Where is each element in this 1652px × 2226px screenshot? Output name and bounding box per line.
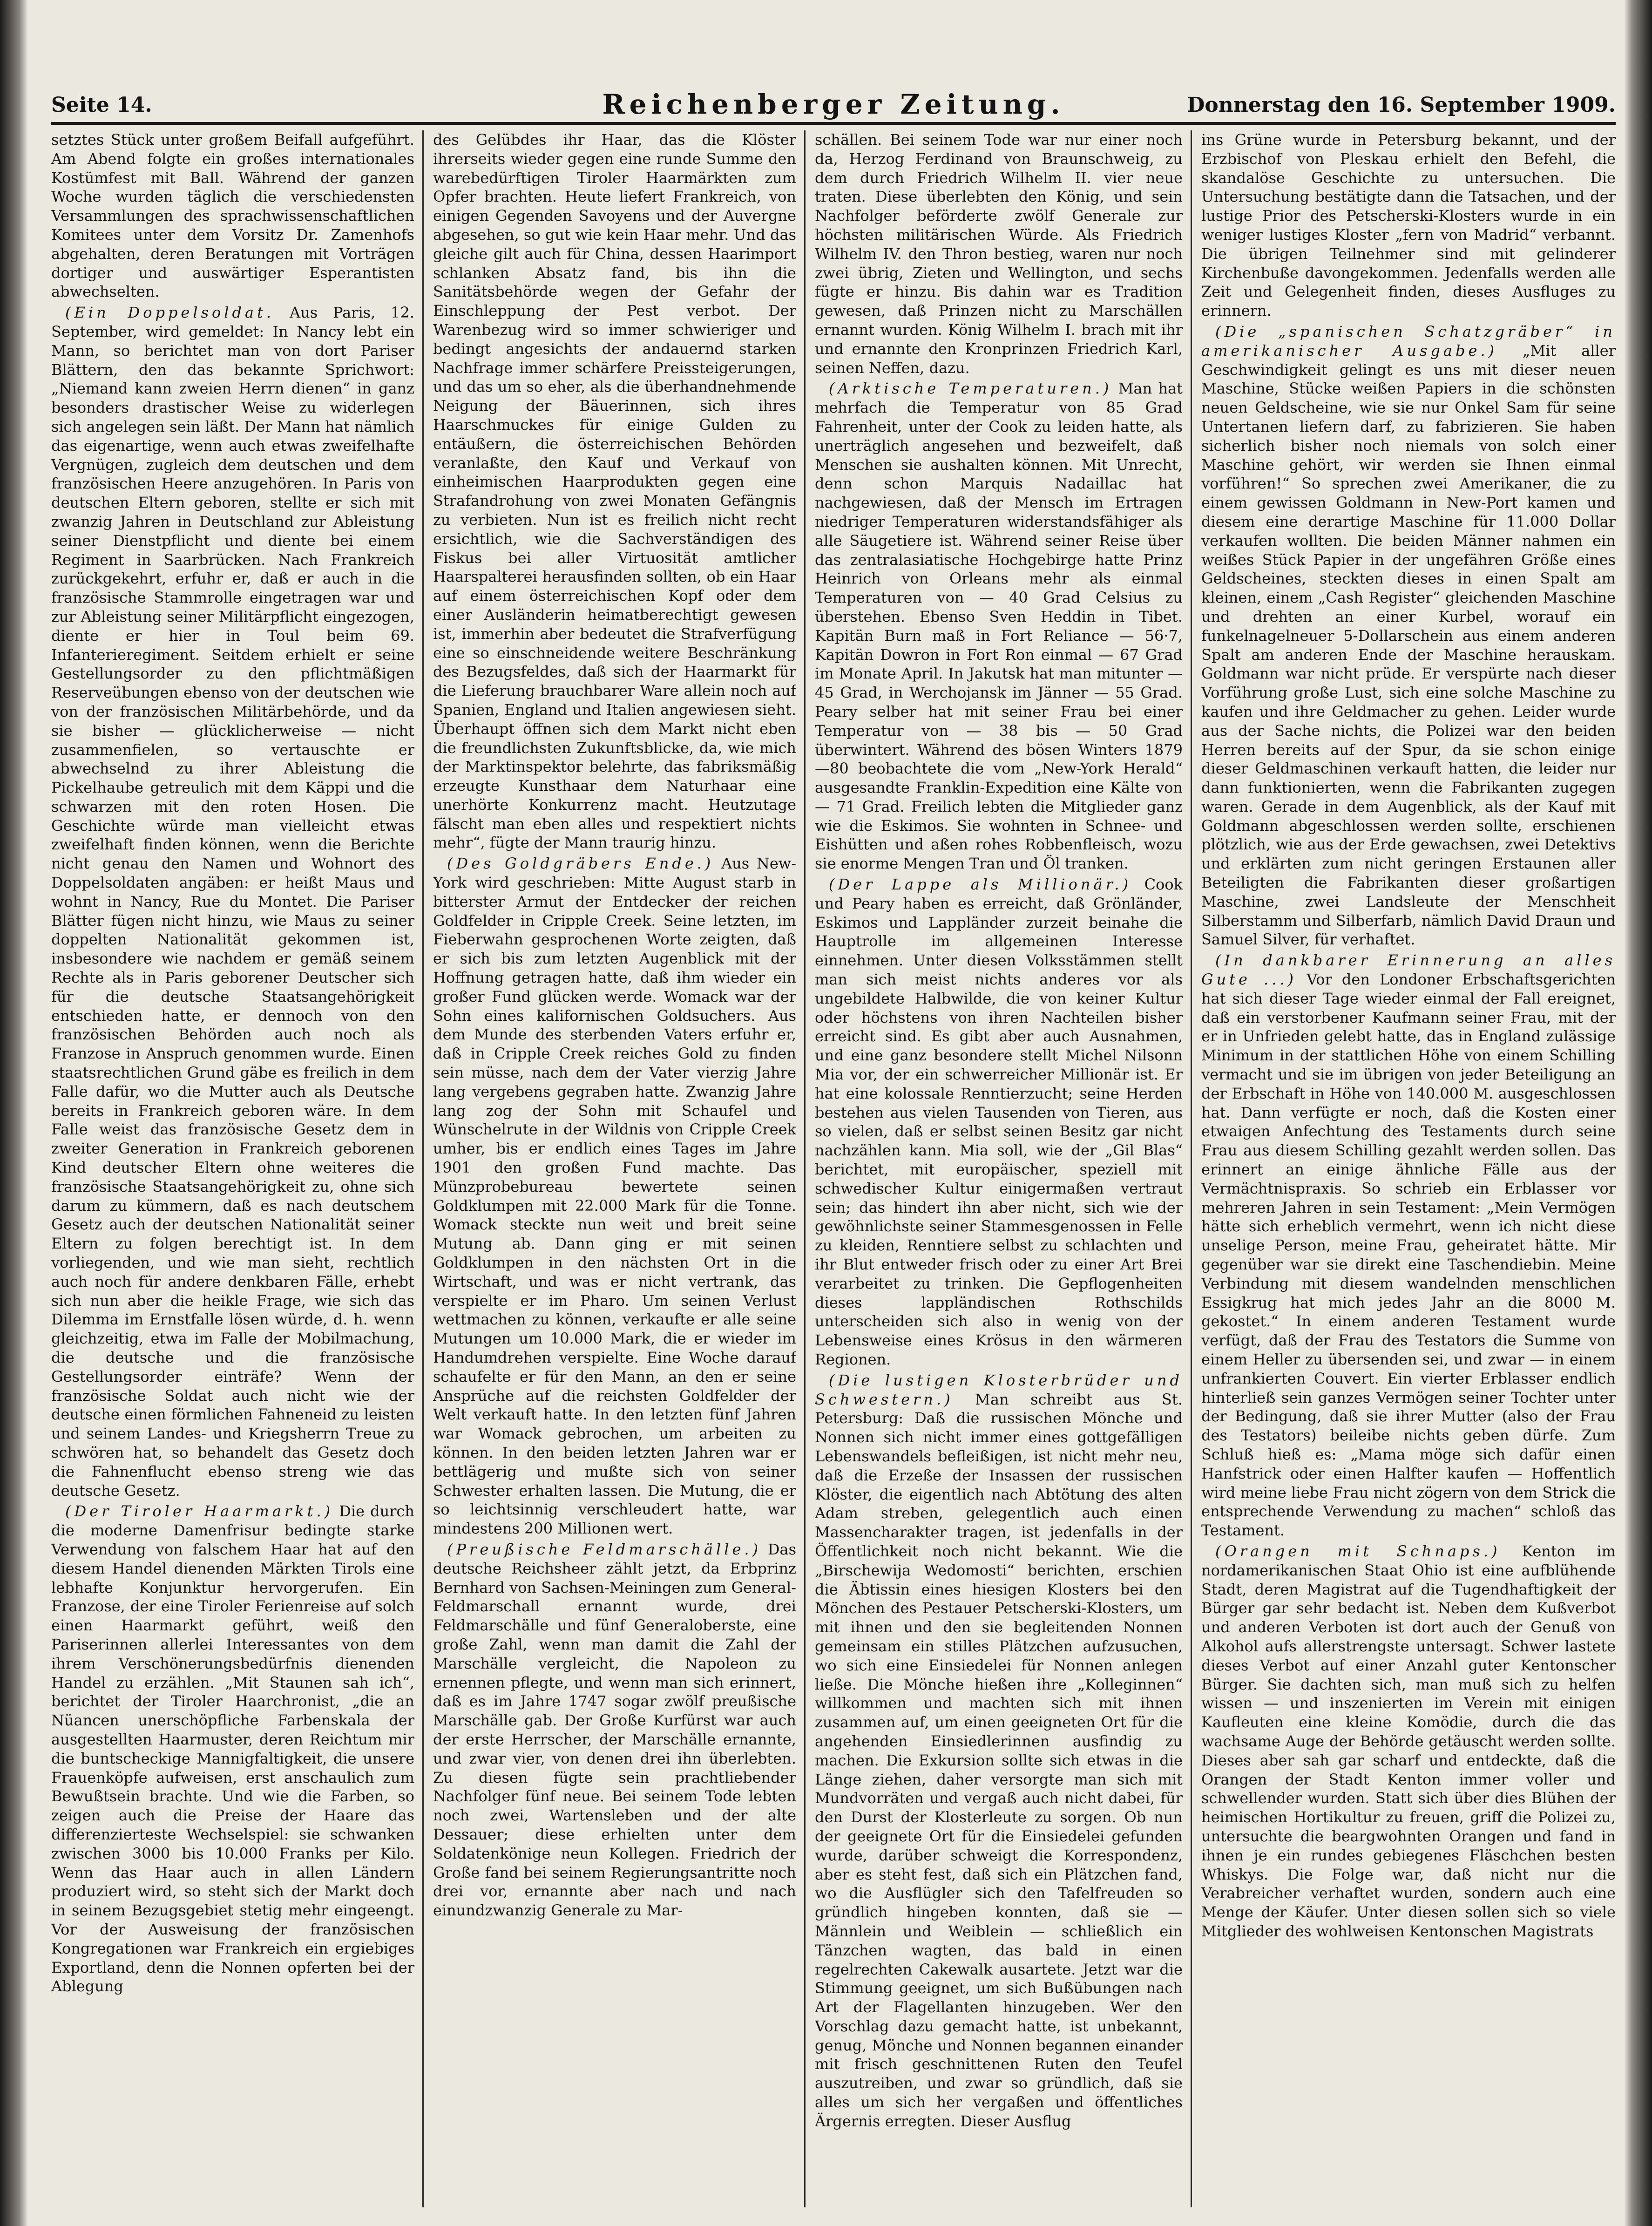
article-text: Aus New-York wird geschrieben: Mitte August starb in bitterster Armut der Entdecker der reichen Goldfelder in Cripple Creek. Seine letzten, im Fieberwahn gesprochenen Worte zeigten, daß er sich bis zum letzten Augenblick mit der Hoffnung getragen hatte, daß ihm wieder ein großer Fund glücken werde. Womack war der Sohn eines kalifornischen Goldsuchers. Aus dem Munde des sterbenden Vaters erfuhr er, daß in Cripple Creek reiches Gold zu finden sein müsse, nach dem der Vater vierzig Jahre lang vergebens gegraben hatte. Zwanzig Jahre lang zog der Sohn mit Schaufel und Wünschelrute in der Wildnis von Cripple Creek umher, bis er endlich eines Tages im Jahre 1901 den großen Fund machte. Das Münzprobebureau bewertete seinen Goldklumpen mit 22.000 Mark für die Tonne. Womack steckte nun weit und breit seine Mutung ab. Dann ging er mit seinen Goldklumpen in den nächsten Ort in die Wirtschaft, und was er nicht vertrank, das verspielte er im Pharo. Um seinen Verlust wettmachen zu können, verkaufte er alle seine Mutungen um 10.000 Mark, die er wieder im Handumdrehen verspielte. Eine Woche darauf schaufelte er für den Mann, an den er seine Ansprüche auf die reichsten Goldfelder der Welt verkauft hatte. In den letzten fünf Jahren war Womack gebrochen, um arbeiten zu können. In den beiden letzten Jahren war er bettlägerig und mußte sich von seiner Schwester erhalten lassen. Die Mutung, die er so leichtsinnig verschleudert hatte, war mindestens 200 Millionen wert. xyxy=(433,855,796,1538)
column-divider xyxy=(422,130,424,2207)
article-paragraph xyxy=(433,854,796,1538)
article-text: Cook und Peary haben es erreicht, daß Grönländer, Eskimos und Lappländer zurzeit beinahe die Hauptrolle im allgemeinen Interesse einnehmen. Unter diesen Volksstämmen stellt man sich meist nichts anderes vor als ungebildete Halbwilde, die von keiner Kultur oder höchstens von ihren Nachteilen bisher erreicht sind. Es gibt aber auch Ausnahmen, und eine ganz besondere stellt Michel Nilsonn Mia vor, der ein schwerreicher Millionär ist. Er hat eine kolossale Renntierzucht; seine Herden bestehen aus vielen Tausenden von Tieren, aus so vielen, daß er selbst seinen Besitz gar nicht nachzählen kann. Mia soll, wie der „Gil Blas“ berichtet, mit europäischer, speziell mit schwedischer Kultur einigermaßen vertraut sein; das hindert ihn aber nicht, sich wie der gewöhnlichste seiner Stammesgenossen in Felle zu kleiden, Renntiere selbst zu schlachten und ihr Blut entweder frisch oder zu einer Art Brei verarbeitet zu trinken. Die Gepflogenheiten dieses lappländischen Rothschilds unterscheiden sich also in wenig von der Lebensweise eines Krösus in den wärmeren Regionen. xyxy=(815,875,1183,1368)
article-paragraph xyxy=(433,130,796,852)
article-paragraph xyxy=(51,130,414,301)
article-paragraph xyxy=(815,1371,1183,2131)
article-text: Das deutsche Reichsheer zählt jetzt, da Erbprinz Bernhard von Sachsen-Meiningen zum General-Feldmarschall ernannt wurde, drei Feldmarschälle und fünf Generaloberste, eine große Zahl, wenn man damit die Zahl der Marschälle vergleicht, die Napoleon zu ernennen pflegte, und wenn man sich erinnert, daß es im Jahre 1747 sogar zwölf preußische Marschälle gab. Der Große Kurfürst war auch der erste Herrscher, der Marschälle ernannte, und zwar vier, von denen drei ihn überlebten. Zu diesen fügte sein prachtliebender Nachfolger fünf neue. Bei seinem Tode lebten noch zwei, Wartensleben und der alte Dessauer; diese erhielten unter dem Soldatenkönige neun Kollegen. Friedrich der Große fand bei seinem Regierungsantritte noch drei vor, ernannte aber nach und nach einundzwanzig Generale zu Mar- xyxy=(433,1540,796,1920)
page-scan-edge-left xyxy=(0,0,28,2226)
article-heading: (Ein Doppelsoldat. xyxy=(65,304,275,322)
article-text: setztes Stück unter großem Beifall aufgeführt. Am Abend folgte ein großes internationales Kostümfest mit Ball. Während der ganzen Woche wurden täglich die verschiedensten Versammlungen des sprachwissenschaftlichen Komitees unter dem Vorsitz Dr. Zamenhofs abgehalten, deren Beratungen mit Vorträgen dortiger und auswärtiger Esperantisten abwechselten. xyxy=(51,131,414,301)
article-paragraph xyxy=(51,1502,414,1996)
issue-date: Donnerstag den 16. September 1909. xyxy=(1187,93,1616,117)
newspaper-title: Reichenberger Zeitung. xyxy=(602,88,1065,120)
article-paragraph xyxy=(1201,322,1616,949)
article-text: Aus Paris, 12. September, wird gemeldet: In Nancy lebt ein Mann, so berichtet man von dort Pariser Blättern, den das bekannte Sprichwort: „Niemand kann zweien Herrn dienen“ in ganz besonders drastischer Weise zu widerlegen sich angelegen sein läßt. Der Mann hat nämlich das eigenartige, wenn auch etwas zweifelhafte Vergnügen, zugleich dem deutschen und dem französischen Heere anzugehören. In Paris von deutschen Eltern geboren, stellte er sich mit zwanzig Jahren in Deutschland zur Ableistung seiner Dienstpflicht und diente bei einem Regiment in Saarbrücken. Nach Frankreich zurückgekehrt, erfuhr er, daß er auch in die französische Stammrolle eingetragen war und zur Ableistung seiner Militärpflicht eingezogen, diente er hier in Toul beim 69. Infanterieregiment. Seitdem erhielt er seine Gestellungsorder zu den pflichtmäßigen Reserveübungen ebenso von der deutschen wie von der französischen Militärbehörde, und da sie bisher — glücklicherweise — nicht zusammenfielen, so vertauschte er abwechselnd zu ihrer Ableistung die Pickelhaube getreulich mit dem Käppi und die schwarzen mit den roten Hosen. Die Geschichte würde man vielleicht etwas zweifelhaft finden können, wenn die Berichte nicht genau den Namen und Wohnort des Doppelsoldaten angäben: er heißt Maus und wohnt in Nancy, Rue du Montet. Die Pariser Blätter fügen nicht hinzu, wie Maus zu seiner doppelten Nationalität gekommen ist, insbesondere wie nachdem er gemäß seinem Rechte als in Paris geborener Deutscher sich für die deutsche Staatsangehörigkeit entschieden hatte, er dennoch von den französischen Behörden auch noch als Franzose in Anspruch genommen wurde. Einen staatsrechtlichen Grund gäbe es freilich in dem Falle dafür, wo die Mutter auch als Deutsche bereits in Frankreich geboren wäre. In dem Falle weist das französische Gesetz dem in zweiter Generation in Frankreich geborenen Kind deutscher Eltern ohne weiteres die französische Staatsangehörigkeit zu, ohne sich darum zu kümmern, daß es nach deutschem Gesetz auch der deutschen Nationalität seiner Eltern zu folgen berechtigt ist. In dem vorliegenden, und wie man sieht, rechtlich auch noch für andere denkbaren Fälle, erhebt sich nun aber die heikle Frage, wie sich das Dilemma im Ernstfalle lösen würde, d. h. wenn gleichzeitig, etwa im Falle der Mobilmachung, die deutsche und die französische Gestellungsorder einträfe? Wenn der französische Soldat auch nicht wie der deutsche einen förmlichen Fahneneid zu leisten und seinem Landes- und Kriegsherrn Treue zu schwören hat, so behandelt das Gesetz doch die Fahnenflucht ebenso streng wie das deutsche Gesetz. xyxy=(51,304,414,1500)
column-4 xyxy=(1201,130,1616,2207)
page-scan-edge-right xyxy=(1624,0,1652,2226)
article-heading: (Arktische Temperaturen.) xyxy=(829,380,1112,398)
article-heading: (Orangen mit Schnaps.) xyxy=(1215,1542,1501,1560)
article-paragraph xyxy=(1201,130,1616,320)
article-text: Vor den Londoner Erbschaftsgerichten hat sich dieser Tage wieder einmal der Fall ereignet, daß ein verstorbener Kaufmann seiner Frau, mit der er in Unfrieden gelebt hatte, das in England zulässige Minimum in der stattlichen Höhe von einem Schilling vermacht und sie im übrigen von jeder Beteiligung an der Erbschaft in Höhe von 140.000 M. ausgeschlossen hat. Dann verfügte er noch, daß die Kosten einer etwaigen Anfechtung des Testaments durch seine Frau aus diesem Schilling gezahlt werden sollen. Das erinnert an einige ähnliche Fälle aus der Vermächtnispraxis. So schrieb ein Erblasser vor mehreren Jahren in sein Testament: „Mein Vermögen hätte sich erheblich vermehrt, wenn ich nicht diese unselige Person, meine Frau, geheiratet hätte. Mir gegenüber war sie direkt eine Taschendiebin. Meine Verbindung mit diesem wandelnden menschlichen Essigkrug hat mich jedes Jahr an die 8000 M. gekostet.“ In einem anderen Testament wurde verfügt, daß der Frau des Testators die Summe von einem Heller zu übersenden sei, und zwar — in einem unfrankierten Couvert. Ein vierter Erblasser endlich hinterließ sein ganzes Vermögen seiner Tochter unter der Bedingung, daß sie ihrer Mutter (also der Frau des Testators) beileibe nichts geben dürfe. Zum Schluß hieß es: „Mama möge sich dafür einen Hanfstrick oder einen Halfter kaufen — Hoffentlich wird meine liebe Frau nicht zögern von dem Strick die entsprechende Verwendung zu machen“ schloß das Testament. xyxy=(1201,970,1616,1540)
column-2 xyxy=(433,130,796,2207)
column-divider xyxy=(1191,130,1192,2207)
article-paragraph xyxy=(51,303,414,1500)
column-3 xyxy=(815,130,1183,2207)
page-header xyxy=(51,88,1616,121)
article-text: Kenton im nordamerikanischen Staat Ohio ist eine aufblühende Stadt, deren Magistrat auf die Tugendhaftigkeit der Bürger gar sehr bedacht ist. Neben dem Kußverbot und anderen Verboten ist dort auch der Genuß von Alkohol aufs allerstrengste untersagt. Schwer lastete dieses Verbot auf einer Anzahl guter Kentonscher Bürger. Sie dachten sich, man muß sich zu helfen wissen — und inszenierten im Verein mit einigen Kaufleuten eine kleine Komödie, durch die das wachsame Auge der Behörde getäuscht werden sollte. Dieses aber sah gar scharf und entdeckte, daß die Orangen der Stadt Kenton immer voller und schwellender wurden. Statt sich über dies Blühen der heimischen Hortikultur zu freuen, griff die Polizei zu, untersuchte die beargwohnten Orangen und fand in ihnen je ein rundes gebiegenes Fläschchen besten Whiskys. Die Folge war, daß nicht nur die Verabreicher verhaftet wurden, sondern auch eine Menge der Käufer. Unter diesen sollen sich so viele Mitglieder des wohlweisen Kentonschen Magistrats xyxy=(1201,1542,1616,1940)
article-heading: (Der Lappe als Millionär.) xyxy=(829,875,1132,894)
article-heading: (Preußische Feldmarschälle.) xyxy=(447,1540,762,1558)
article-heading: (Des Goldgräbers Ende.) xyxy=(447,855,714,873)
column-divider xyxy=(804,130,806,2207)
article-text: Man hat mehrfach die Temperatur von 85 Grad Fahrenheit, unter der Cook zu leiden hatte, als unerträglich angesehen und bezweifelt, daß Menschen sie aushalten können. Mit Unrecht, denn schon Marquis Nadaillac hat nachgewiesen, daß der Mensch im Ertragen niedriger Temperaturen widerstandsfähiger als alle Säugetiere ist. Während seiner Reise über das zentralasiatische Hochgebirge hatte Prinz Heinrich von Orleans mehr als einmal Temperaturen von — 40 Grad Celsius zu überstehen. Ebenso Sven Heddin in Tibet. Kapitän Burn maß in Fort Reliance — 56·7, Kapitän Dowron in Fort Ron einmal — 67 Grad im Monate April. In Jakutsk hat man mitunter — 45 Grad, in Werchojansk im Jänner — 55 Grad. Peary selber hat mit seiner Frau bei einer Temperatur von — 38 bis — 50 Grad überwintert. Während des bösen Winters 1879—80 beobachtete die vom „New-York Herald“ ausgesandte Franklin-Expedition eine Kälte von — 71 Grad. Freilich lebten die Mitglieder ganz wie die Eskimos. Sie wohnten in Schnee- und Eishütten und aßen rohes Robbenfleisch, wozu sie enorme Mengen Tran und Öl tranken. xyxy=(815,380,1183,873)
article-paragraph xyxy=(1201,951,1616,1540)
article-heading: (Die „spanischen Schatzgräber“ in amerikanischer Ausgabe.) xyxy=(1201,322,1616,360)
article-paragraph xyxy=(815,379,1183,873)
article-heading: (Die lustigen Klosterbrüder und Schwestern.) xyxy=(815,1371,1183,1408)
article-heading: (Der Tiroler Haarmarkt.) xyxy=(65,1502,334,1520)
article-paragraph xyxy=(815,875,1183,1369)
article-paragraph xyxy=(433,1540,796,1920)
article-text: Man schreibt aus St. Petersburg: Daß die russischen Mönche und Nonnen sich nicht immer eines gottgefälligen Lebenswandels befleißigen, ist nicht mehr neu, daß die Erzeße der Insassen der russischen Klöster, die eigentlich nach Abtötung des alten Adam streben, gelegentlich auch einen Massencharakter tragen, ist jedenfalls in der Öffentlichkeit noch nicht bekannt. Wie die „Birschewija Wedomosti“ berichten, erschien die Äbtissin eines hiesigen Klosters bei den Mönchen des Pestauer Petscherski-Klosters, um mit ihnen und den sie begleitenden Nonnen gemeinsam ein stilles Plätzchen aufzusuchen, wo sich eine Einsiedelei für Nonnen anlegen ließe. Die Mönche hießen ihre „Kolleginnen“ willkommen und machten sich mit ihnen zusammen auf, um einen geeigneten Ort für die angehenden Einsiedlerinnen ausfindig zu machen. Die Exkursion sollte sich etwas in die Länge ziehen, daher versorgte man sich mit Mundvorräten und vergaß auch nicht dabei, für den Durst der Klosterleute zu sorgen. Ob nun der geeignete Ort für die Einsiedelei gefunden wurde, darüber schweigt die Korrespondenz, aber es steht fest, daß sich ein Plätzchen fand, wo die Ausflügler sich den Tafelfreuden so gründlich hingeben konnten, daß sie — Männlein und Weiblein — schließlich ein Tänzchen wagten, das bald in einen regelrechten Cakewalk ausartete. Jetzt war die Stimmung geeignet, um sich Bußübungen nach Art der Flagellanten hinzugeben. Wer den Vorschlag dazu gemacht hatte, ist unbekannt, genug, Mönche und Nonnen begannen einander mit frisch geschnittenen Ruten den Teufel auszutreiben, und zwar so gründlich, daß sie alles um sich her vergaßen und öffentliches Ärgernis erregten. Dieser Ausflug xyxy=(815,1390,1183,2130)
header-rule xyxy=(51,122,1616,125)
article-paragraph xyxy=(815,130,1183,377)
article-text: des Gelübdes ihr Haar, das die Klöster ihrerseits wieder gegen eine runde Summe den warebedürftigen Tiroler Haarmärkten zum Opfer brachten. Heute liefert Frankreich, von einigen Gegenden Savoyens und der Auvergne abgesehen, so gut wie kein Haar mehr. Und das gleiche gilt auch für China, dessen Haarimport schlanken Absatz fand, bis ihn die Sanitätsbehörde wegen der Gefahr der Einschleppung der Pest verbot. Der Warenbezug wird so immer schwieriger und bedingt angesichts der andauernd starken Nachfrage immer schärfere Preissteigerungen, und das um so eher, als die überhandnehmende Neigung der Bäuerinnen, sich ihres Haarschmuckes für einige Gulden zu entäußern, die österreichischen Behörden veranlaßte, den Kauf und Verkauf von einheimischen Haarprodukten gegen eine Strafandrohung von zwei Monaten Gefängnis zu verbieten. Nun ist es freilich nicht recht ersichtlich, wie die Sachverständigen des Fiskus bei aller Virtuosität amtlicher Haarspalterei herausfinden sollten, ob ein Haar auf einem österreichischen Kopf oder dem einer Ausländerin heimatberechtigt gewesen ist, immerhin aber bedeutet die Strafverfügung eine so einschneidende weitere Beschränkung des Bezugsfeldes, daß sich der Haarmarkt für die Lieferung brauchbarer Ware allein noch auf Spanien, England und Italien angewiesen sieht. Überhaupt öffnen sich dem Markt nicht eben die freundlichsten Zukunftsblicke, da, wie mich der Marktinspektor belehrte, das fabriksmäßig erzeugte Kunsthaar dem Naturhaar eine unerhörte Konkurrenz macht. Heutzutage fälscht man eben alles und respektiert nichts mehr“, fügte der Mann traurig hinzu. xyxy=(433,131,796,852)
article-text: ins Grüne wurde in Petersburg bekannt, und der Erzbischof von Pleskau erhielt den Befehl, die skandalöse Geschichte zu untersuchen. Die Untersuchung bestätigte dann die Tatsachen, und der lustige Prior des Petscherski-Klosters wurde in ein weniger lustiges Kloster „fern von Madrid“ verbannt. Die übrigen Teilnehmer sind mit gelinderer Kirchenbuße davongekommen. Jedenfalls werden alle Zeit und Gelegenheit finden, dieses Ausfluges zu erinnern. xyxy=(1201,131,1616,320)
page-number: Seite 14. xyxy=(51,93,152,117)
article-text: „Mit aller Geschwindigkeit gelingt es uns mit dieser neuen Maschine, Stücke weißen Papiers in die schönsten neuen Geldscheine, wie sie nur Onkel Sam für seine Untertanen liefern darf, zu fabrizieren. Sie haben sicherlich bisher noch niemals von solch einer Maschine gehört, wir werden sie Ihnen einmal vorführen!“ So sprechen zwei Amerikaner, die zu einem gewissen Goldmann in New-Port kamen und diesem eine derartige Maschine für 11.000 Dollar verkaufen wollten. Die beiden Männer nahmen ein weißes Stück Papier in der ungefähren Größe eines Geldscheines, steckten dieses in einen Spalt am kleinen, einem „Cash Register“ gleichenden Maschine und drehten an einer Kurbel, worauf ein funkelnagelneuer 5-Dollarschein aus einem anderen Spalt am anderen Ende der Maschine herauskam. Goldmann war nicht prüde. Er verspürte nach dieser Vorführung große Lust, sich eine solche Maschine zu kaufen und ihre Geldmacher zu gehen. Leider wurde aus der Sache nichts, die Polizei war den beiden Herren bereits auf der Spur, da sie schon einige dieser Geldmaschinen verkauft hatten, die leider nur dann funktionierten, wenn die Fabrikanten zugegen waren. Gerade in dem Augenblick, als der Kauf mit Goldmann abgeschlossen werden sollte, erschienen plötzlich, wie aus der Erde gewachsen, zwei Detektivs und erklärten zum nicht geringen Erstaunen aller Beteiligten die Fabrikanten dieser großartigen Maschine, zwei Landsleute der Menschheit Silberstamm und Silberfarb, nämlich David Draun und Samuel Silver, für verhaftet. xyxy=(1201,341,1616,949)
article-heading: (In dankbarer Erinnerung an alles Gute ...) xyxy=(1201,951,1616,989)
article-text: Die durch die moderne Damenfrisur bedingte starke Verwendung von falschem Haar hat auf den diesem Handel dienenden Märkten Tirols eine lebhafte Konjunktur hervorgerufen. Ein Franzose, der eine Tiroler Ferienreise auf solch einen Haarmarkt geführt, weiß den Pariserinnen allerlei Interessantes von dem ihrem Verschönerungsbedürfnis dienenden Handel zu erzählen. „Mit Staunen sah ich“, berichtet der Tiroler Haarchronist, „die an Nüancen unerschöpfliche Farbenskala der ausgestellten Haarmuster, deren Reichtum mir die buntscheckige Mannigfaltigkeit, die unsere Frauenköpfe aufweisen, erst anschaulich zum Bewußtsein brachte. Und wie die Farben, so zeigen auch die Preise der Haare das differenzierteste Wechselspiel: sie schwanken zwischen 3000 bis 10.000 Franks per Kilo. Wenn das Haar auch in allen Ländern produziert wird, so steht sich der Markt doch in seinem Bezugsgebiet stetig mehr eingeengt. Vor der Ausweisung der französischen Kongregationen war Frankreich ein ergiebiges Exportland, denn die Nonnen opferten bei der Ablegung xyxy=(51,1502,414,1995)
article-text: schällen. Bei seinem Tode war nur einer noch da, Herzog Ferdinand von Braunschweig, zu dem durch Friedrich Wilhelm II. vier neue traten. Diese überlebten den König, und sein Nachfolger beförderte zwölf Generale zur höchsten militärischen Würde. Als Friedrich Wilhelm IV. den Thron bestieg, waren nur noch zwei übrig, Zieten und Wellington, und sechs fügte er hinzu. Bis dahin war es Tradition gewesen, daß Prinzen nicht zu Marschällen ernannt wurden. König Wilhelm I. brach mit ihr und ernannte den Kronprinzen Friedrich Karl, seinen Neffen, dazu. xyxy=(815,131,1183,377)
article-paragraph xyxy=(1201,1542,1616,1941)
column-1 xyxy=(51,130,414,2207)
